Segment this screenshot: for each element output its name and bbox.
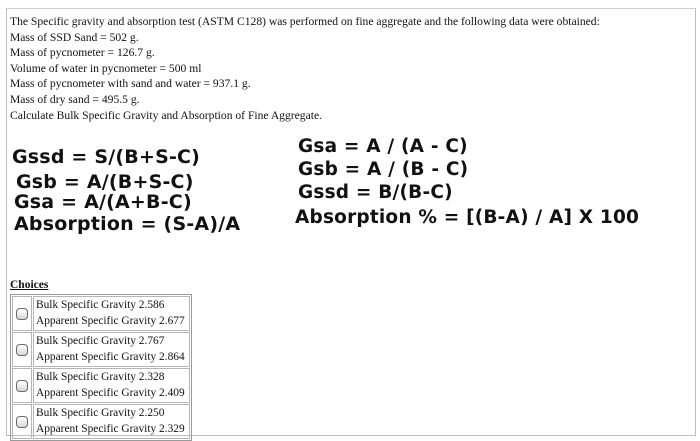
choices-list xyxy=(10,294,192,441)
choice-bulk-sg: Bulk Specific Gravity 2.586 xyxy=(36,299,165,311)
given-pycnometer-mass: Mass of pycnometer = 126.7 g. xyxy=(10,46,155,60)
choice-radio-cell xyxy=(12,332,32,367)
question-intro: The Specific gravity and absorption test (ASTM C128) was performed on fine aggregate and the following data were obtained: xyxy=(10,15,600,28)
choice-label xyxy=(33,332,190,367)
choice-radio-1[interactable] xyxy=(16,308,28,320)
choice-radio-4[interactable] xyxy=(16,416,28,428)
given-water-volume: Volume of water in pycnometer = 500 ml xyxy=(10,61,202,75)
formula-right-gssd: Gssd = B/(B-C) xyxy=(298,182,453,203)
formula-left-gssd: Gssd = S/(B+S-C) xyxy=(12,146,201,168)
choice-row[interactable] xyxy=(12,296,190,331)
question-text xyxy=(10,14,680,123)
choice-bulk-sg: Bulk Specific Gravity 2.328 xyxy=(36,371,165,383)
question-instruction: Calculate Bulk Specific Gravity and Absorption of Fine Aggregate. xyxy=(10,108,322,122)
choice-apparent-sg: Apparent Specific Gravity 2.329 xyxy=(36,422,185,435)
formula-left-gsa: Gsa = A/(A+B-C) xyxy=(14,191,192,213)
choice-bulk-sg: Bulk Specific Gravity 2.250 xyxy=(36,407,165,419)
formula-left-absorption: Absorption = (S-A)/A xyxy=(14,213,241,235)
choice-label xyxy=(33,404,190,439)
choices-heading: Choices xyxy=(10,279,49,291)
formula-right-gsb: Gsb = A / (B - C) xyxy=(298,159,469,180)
formula-right-gsa: Gsa = A / (A - C) xyxy=(298,136,468,157)
given-pycnometer-sand-water-mass: Mass of pycnometer with sand and water = 937.1 g. xyxy=(10,77,251,91)
formula-left-gsb: Gsb = A/(B+S-C) xyxy=(16,171,194,193)
choice-apparent-sg: Apparent Specific Gravity 2.864 xyxy=(36,350,185,363)
choice-radio-2[interactable] xyxy=(16,344,28,356)
choice-radio-cell xyxy=(12,404,32,439)
choice-apparent-sg: Apparent Specific Gravity 2.409 xyxy=(36,386,185,399)
choice-radio-cell xyxy=(12,368,32,403)
choice-radio-cell xyxy=(12,296,32,331)
given-dry-sand-mass: Mass of dry sand = 495.5 g. xyxy=(10,92,140,106)
given-ssd-mass: Mass of SSD Sand = 502 g. xyxy=(10,30,139,44)
formula-right-absorption: Absorption % = [(B-A) / A] X 100 xyxy=(295,207,640,228)
choice-row[interactable] xyxy=(12,404,190,439)
choice-label xyxy=(33,296,190,331)
choice-bulk-sg: Bulk Specific Gravity 2.767 xyxy=(36,335,165,347)
choice-radio-3[interactable] xyxy=(16,380,28,392)
choice-row[interactable] xyxy=(12,332,190,367)
choice-apparent-sg: Apparent Specific Gravity 2.677 xyxy=(36,314,185,327)
choice-label xyxy=(33,368,190,403)
choice-row[interactable] xyxy=(12,368,190,403)
